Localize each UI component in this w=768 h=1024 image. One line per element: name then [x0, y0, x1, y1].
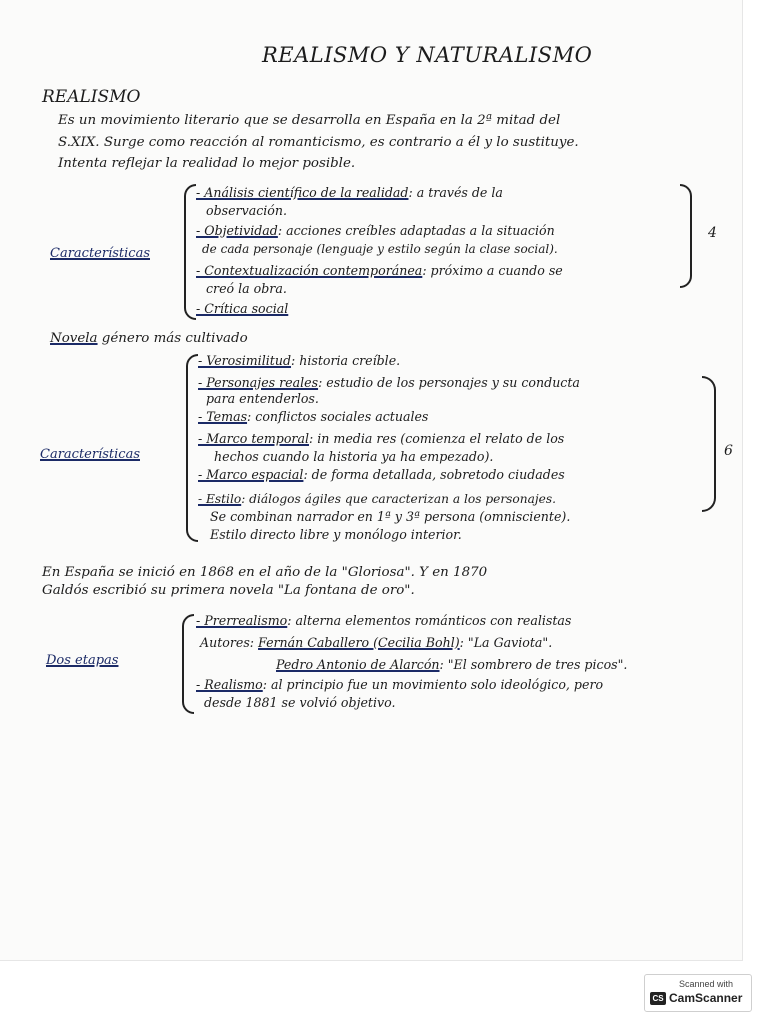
badge-line-2: CamScanner	[669, 991, 743, 1005]
group1-item-2-line2: de cada personaje (lenguaje y estilo según la clase social).	[202, 242, 558, 256]
g1-i4-term: - Crítica social	[196, 301, 289, 316]
group1-item-1	[196, 184, 503, 202]
g1-i1-rest: : a través de la	[408, 185, 503, 200]
g2-i4-term: - Marco temporal	[198, 431, 309, 446]
group2-item-2-line2: para entenderlos.	[206, 391, 319, 406]
section-heading-realismo: REALISMO	[42, 87, 141, 107]
g3-i1-term: - Prerrealismo	[196, 613, 288, 628]
group1-label: Características	[50, 246, 150, 261]
g3-i4-term: - Realismo	[196, 677, 263, 692]
group2-item-5	[198, 466, 565, 484]
group3-item-5: desde 1881 se volvió objetivo.	[204, 695, 396, 710]
group2-item-1	[198, 352, 400, 370]
g2-i5-rest: : de forma detallada, sobretodo ciudades	[303, 467, 565, 482]
g1-i2-rest: : acciones creíbles adaptadas a la situación	[277, 223, 555, 238]
intro-line-2: S.XIX. Surge como reacción al romanticismo, es contrario a él y lo sustituye.	[58, 135, 579, 150]
group2-item-6-line2: Se combinan narrador en 1ª y 3ª persona (omnisciente).	[210, 509, 571, 524]
camscanner-logo-icon: CS	[650, 992, 666, 1005]
g3-i1-rest: : alterna elementos románticos con realistas	[287, 613, 572, 628]
g2-i2-rest: : estudio de los personajes y su conducta	[318, 375, 580, 390]
group2-item-3	[198, 408, 428, 426]
g1-i1-term: - Análisis científico de la realidad	[196, 185, 409, 200]
novela-line	[50, 330, 248, 348]
group1-right-brace	[680, 184, 692, 288]
g2-i5-term: - Marco espacial	[198, 467, 304, 482]
g2-i6-term: - Estilo	[198, 492, 242, 506]
g3-i3-rest: : "El sombrero de tres picos".	[439, 657, 628, 672]
g3-i3-term: Pedro Antonio de Alarcón	[276, 657, 440, 672]
g1-i3-term: - Contextualización contemporánea	[196, 263, 423, 278]
g2-i6-rest: : diálogos ágiles que caracterizan a los personajes.	[241, 492, 557, 506]
group1-item-2	[196, 222, 555, 240]
group2-left-brace	[186, 354, 198, 542]
group3-item-3	[276, 656, 627, 674]
g1-i3-rest: : próximo a cuando se	[422, 263, 563, 278]
novela-term: Novela	[50, 331, 98, 346]
intro-line-3: Intenta reflejar la realidad lo mejor posible.	[58, 156, 356, 171]
group1-left-brace	[184, 184, 196, 320]
group2-right-brace	[702, 376, 716, 512]
g3-i4-rest: : al principio fue un movimiento solo ideológico, pero	[262, 677, 604, 692]
spain-line-1: En España se inició en 1868 en el año de la "Gloriosa". Y en 1870	[42, 565, 488, 580]
g2-i1-rest: : historia creíble.	[291, 353, 401, 368]
group2-label: Características	[40, 447, 140, 462]
group1-item-3-line2: creó la obra.	[206, 281, 287, 296]
intro-line-1: Es un movimiento literario que se desarrolla en España en la 2ª mitad del	[58, 113, 561, 128]
group2-item-6-line3: Estilo directo libre y monólogo interior.	[210, 527, 462, 542]
g3-i2-term: Autores:	[200, 635, 259, 650]
g1-i2-term: - Objetividad	[196, 223, 278, 238]
group2-item-4-line2: hechos cuando la historia ya ha empezado).	[214, 449, 494, 464]
g2-i3-term: - Temas	[198, 409, 248, 424]
group1-item-3	[196, 262, 563, 280]
group3-item-1	[196, 612, 571, 630]
g3-i2-rest: : "La Gaviota".	[459, 635, 553, 650]
group2-item-4	[198, 430, 564, 448]
group1-item-4	[196, 300, 288, 318]
group3-item-2	[200, 634, 552, 652]
spain-line-2: Galdós escribió su primera novela "La fontana de oro".	[42, 583, 415, 598]
group3-left-brace	[182, 614, 194, 714]
group3-item-4	[196, 676, 603, 694]
group1-item-1-line2: observación.	[206, 203, 287, 218]
g2-i2-term: - Personajes reales	[198, 375, 319, 390]
novela-rest: género más cultivado	[97, 331, 248, 346]
page-title: REALISMO Y NATURALISMO	[262, 43, 593, 67]
badge-line-1: Scanned with	[679, 979, 734, 989]
g3-i2-term2: Fernán Caballero (Cecilia Bohl)	[258, 635, 460, 650]
group3-label: Dos etapas	[46, 653, 119, 668]
group2-count: 6	[724, 443, 733, 459]
group2-item-6	[198, 490, 556, 508]
group1-count: 4	[708, 225, 717, 241]
g2-i3-rest: : conflictos sociales actuales	[247, 409, 429, 424]
camscanner-badge	[644, 974, 752, 1012]
g2-i1-term: - Verosimilitud	[198, 353, 292, 368]
g2-i4-rest: : in media res (comienza el relato de los	[308, 431, 565, 446]
